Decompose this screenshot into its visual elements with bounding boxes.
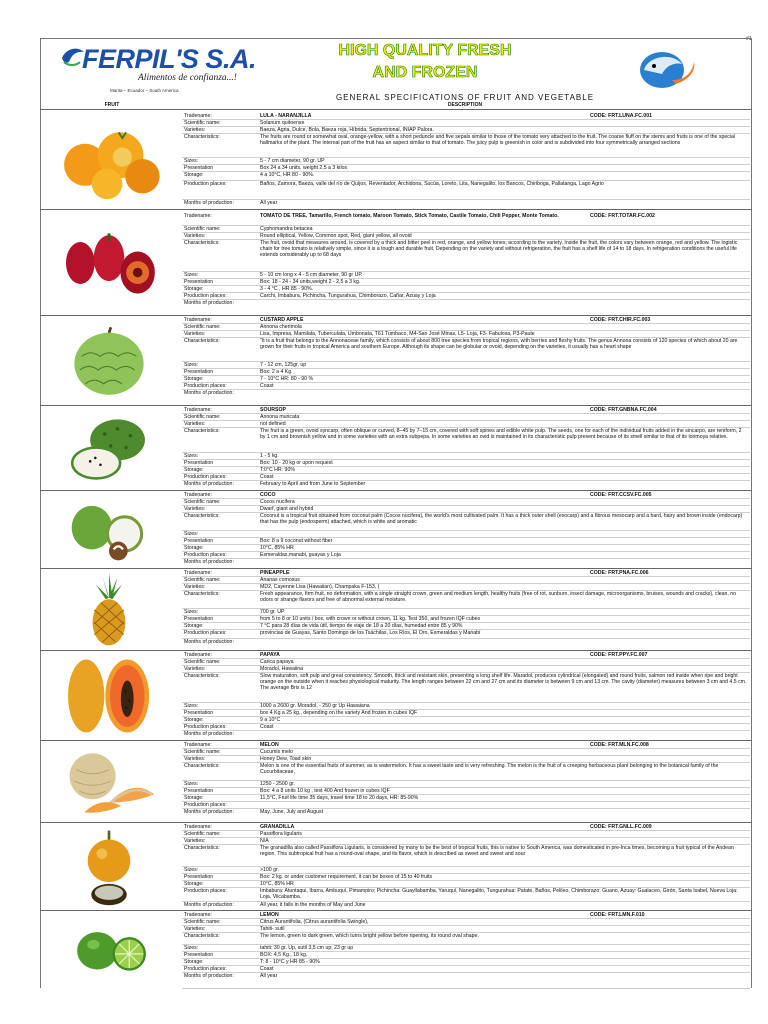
spec-value: February to April and from June to September (260, 481, 366, 487)
spec-label: Sizes: (184, 703, 199, 709)
fruit-section (40, 822, 752, 910)
spec-title: GENERAL SPECIFICATIONS OF FRUIT AND VEGETABLE (335, 93, 595, 102)
spec-value: from 5 to 8 or 10 units / box, with crown or without crown, 11 kg. Test 350, and frozen IQF cubes (260, 616, 481, 622)
spec-value: Box: 2 kg. or under customer requirement, it can be boxes of 15 to 40 fruits (260, 874, 433, 880)
spec-value: Box: 8 a 9 coconut without fiber (260, 538, 333, 544)
spec-label: Storage: (184, 286, 204, 292)
spec-row (182, 874, 750, 881)
spec-label: Sizes: (184, 867, 199, 873)
spec-label: Storage: (184, 545, 204, 551)
spec-row (182, 460, 750, 467)
spec-value: Carica papaya (260, 659, 294, 665)
spec-value: Annona muricata (260, 414, 300, 420)
spec-label: Storage: (184, 717, 204, 723)
spec-label: Scientific name: (184, 120, 221, 126)
spec-label: Months of production: (184, 481, 234, 487)
spec-row (182, 428, 750, 453)
spec-value: The fruits are round or somewhat oval, orange-yellow, with a short peduncle and five sepals similar to those of the tomato very attached to the fruit. The coarse fluff on the stems and fruits is one of the special hallmarks of the plant. The internal part of the fruit has an aspect similar to that of tomato. The juicy pulp is greenish in color and is subdivided into four symmetrically arranged sections (260, 134, 736, 146)
spec-label: Tradename: (184, 912, 212, 918)
spec-value: T: 8 - 10°C y HR 85 - 90% (260, 959, 320, 965)
tradename-value: PAPAYA (260, 652, 280, 658)
spec-label: Scientific name: (184, 919, 221, 925)
spec-label: Presentation (184, 369, 214, 375)
fruit-section (40, 740, 752, 822)
column-header-fruit: FRUIT (104, 102, 120, 108)
fruit-section (40, 109, 752, 209)
spec-value: tahiti: 30 gr. Up, sutil 3,5 cm up; 23 gr up (260, 945, 354, 951)
spec-label: Presentation (184, 788, 214, 794)
spec-value: Cyphomandra betacea (260, 226, 313, 232)
fruit-section (40, 650, 752, 740)
spec-label: Storage: (184, 795, 204, 801)
spec-label: Production places: (184, 181, 227, 187)
spec-label: Storage: (184, 467, 204, 473)
spec-label: Sizes: (184, 945, 199, 951)
spec-label: Varieties: (184, 421, 206, 427)
spec-row (182, 630, 750, 639)
spec-label: Characteristics: (184, 240, 220, 246)
tradename-value: PINEAPPLE (260, 570, 290, 576)
spec-label: Characteristics: (184, 763, 220, 769)
spec-label: Production places: (184, 630, 227, 636)
spec-label: Varieties: (184, 331, 206, 337)
spec-label: Characteristics: (184, 933, 220, 939)
spec-row (182, 795, 750, 802)
spec-label: Characteristics: (184, 845, 220, 851)
spec-value: box 4 Kg a 25 kg., depending on the variety And frozen in cubes IQF (260, 710, 418, 716)
spec-label: Tradename: (184, 652, 212, 658)
spec-row (182, 531, 750, 538)
spec-row (182, 552, 750, 559)
spec-row (182, 881, 750, 888)
spec-row (182, 226, 750, 233)
product-code: CODE: FRT.GNBNA.FC.004 (590, 407, 657, 413)
spec-label: Tradename: (184, 213, 212, 219)
spec-value: MD2, Cayenne Lisa (Hawaiian), Champaka F-153, ( (260, 584, 380, 590)
spec-label: Months of production: (184, 731, 234, 737)
spec-row (182, 331, 750, 338)
spec-row (182, 724, 750, 731)
spec-value: 5 - 7 cm diameter, 90 gr. UP (260, 158, 325, 164)
spec-row (182, 570, 750, 577)
spec-row (182, 134, 750, 158)
spec-label: Months of production: (184, 902, 234, 908)
spec-value: Esmeraldas,manabi, guayas y Loja (260, 552, 341, 558)
spec-label: Sizes: (184, 362, 199, 368)
spec-value: All year (260, 200, 278, 206)
spec-label: Presentation (184, 616, 214, 622)
spec-label: Tradename: (184, 113, 212, 119)
product-code: CODE: FRT.CCSV.FC.005 (590, 492, 652, 498)
spec-label: Sizes: (184, 453, 199, 459)
spec-value: 7 °C para 28 días de vida útil, tiempo de viaje de 18 a 20 días, humedad entre 85 y 90% (260, 623, 463, 629)
product-code: CODE: FRT.TOTAR.FC.002 (590, 213, 655, 219)
spec-row (182, 584, 750, 591)
spec-row (182, 513, 750, 531)
spec-row (182, 926, 750, 933)
spec-row (182, 240, 750, 272)
spec-row (182, 369, 750, 376)
spec-row (182, 279, 750, 286)
spec-label: Months of production: (184, 390, 234, 396)
spec-value: All year, it falls in the months of May and June (260, 902, 366, 908)
spec-row (182, 763, 750, 781)
spec-row (182, 383, 750, 390)
spec-row (182, 756, 750, 763)
spec-row (182, 616, 750, 623)
brand-tagline: Alimentos de confianza...! (138, 73, 237, 83)
fruit-section (40, 209, 752, 315)
papaya-icon (48, 655, 170, 737)
tradename-value: GRANADILLA (260, 824, 295, 830)
spec-row (182, 577, 750, 584)
spec-label: Storage: (184, 376, 204, 382)
spec-row (182, 474, 750, 481)
spec-label: Scientific name: (184, 749, 221, 755)
spec-value: Lisa, Impresa, Mamilata, Tuberculata, Umbonata, T61 Tumbaco, M4-San José Minas, L5- Loja, F3- Fabulosa, P3-Paute (260, 331, 535, 337)
spec-value: 9 a 10°C (260, 717, 281, 723)
page-number: #1 (746, 36, 752, 42)
spec-row (182, 390, 750, 406)
product-code: CODE: FRT.MLN.FC.008 (590, 742, 649, 748)
tradename-value: COCO (260, 492, 276, 498)
spec-row (182, 317, 750, 324)
headline-line-1: HIGH QUALITY FRESH (338, 42, 512, 59)
spec-label: Characteristics: (184, 428, 220, 434)
spec-label: Characteristics: (184, 673, 220, 679)
spec-row (182, 933, 750, 945)
spec-label: Production places: (184, 966, 227, 972)
spec-row (182, 742, 750, 749)
spec-value: Box: 2 a 4 Kg. (260, 369, 293, 375)
spec-row (182, 421, 750, 428)
spec-row (182, 300, 750, 316)
spec-label: Tradename: (184, 824, 212, 830)
spec-label: Storage: (184, 623, 204, 629)
spec-value: Cocos nucifera (260, 499, 295, 505)
spec-value: Coast (260, 966, 274, 972)
spec-row (182, 609, 750, 616)
spec-value: "It is a fruit that belongs to the Annonaceae family, which consists of about 800 tree species from tropical regions, with berries and fleshy fruits. The genus Annona consists of 120 species of which about 20 are grown for their fruits in tropical America and southern Europe. Although its shape can be globular or ovoid, depending on the varieties, it usually has a heart shape (260, 338, 738, 350)
spec-value: Box: 18 - 24 - 34 units,weight 2 - 2,5 a 3 kg. (260, 279, 361, 285)
spec-label: Presentation (184, 460, 214, 466)
tree-tomato-icon (48, 220, 170, 306)
spec-row (182, 788, 750, 795)
spec-row (182, 802, 750, 809)
spec-value: 11,5°C, Fruit life time 35 days, travel time 18 to 20 days, HR: 85-90% (260, 795, 419, 801)
spec-value: Slow maturation, soft pulp and great consistency. Smooth, thick and resistant skin, presenting a long shelf life. Maradol, produces cylindrical (elongated) and round fruits, salmon red inside when ripe and bright orange on the outside when it reaches physiological maturity. The length ranges between 22 cm and 27 cm and its diameter is between 9 cm and 13 cm. The cavity (diameter) measures between 3 cm and 4.5 cm. The average Brix is 12 (260, 673, 747, 691)
spec-label: Storage: (184, 172, 204, 178)
product-code: CODE: FRT.LUNA.FC.001 (590, 113, 652, 119)
spec-row (182, 213, 750, 226)
spec-value: T:0°C HR: 90% (260, 467, 295, 473)
spec-row (182, 652, 750, 659)
spec-label: Varieties: (184, 666, 206, 672)
spec-row (182, 407, 750, 414)
spec-value: The lemon, green to dark green, which turns bright yellow before ripening, its round oval shape. (260, 933, 479, 939)
spec-label: Presentation (184, 279, 214, 285)
spec-value: Moradol, Hawaiina (260, 666, 303, 672)
spec-label: Varieties: (184, 506, 206, 512)
custard-apple-icon (48, 320, 170, 402)
spec-row (182, 293, 750, 300)
spec-row (182, 959, 750, 966)
spec-value: 1000 a 2600 gr. Moradol, - 250 gr Up Hawaiana (260, 703, 370, 709)
spec-row (182, 831, 750, 838)
spec-label: Presentation (184, 952, 214, 958)
spec-value: 10°C, 85% HR (260, 881, 294, 887)
spec-label: Months of production: (184, 300, 234, 306)
spec-row (182, 867, 750, 874)
lemon-icon (48, 915, 170, 985)
spec-row (182, 659, 750, 666)
spec-value: 5 - 10 cm long x 4 - 5 cm diameter, 90 gr UP. (260, 272, 363, 278)
tradename-value: LULA - NARANJILLA (260, 113, 312, 119)
spec-row (182, 710, 750, 717)
spec-label: Scientific name: (184, 414, 221, 420)
spec-value: Box 24 a 34 units, weight 2,5 a 3 kilos (260, 165, 348, 171)
spec-value: N/A (260, 838, 269, 844)
product-code: CODE: FRT.LMN.F.010 (590, 912, 645, 918)
spec-value: Melon is one of the essential fruits of summer, as is watermelon. It has a sweet taste and is very refreshing. The melon is the fruit of a creeping herbaceous plant belonging to the botanical family of the Cucurbitaceae, (260, 763, 719, 775)
spec-label: Scientific name: (184, 577, 221, 583)
spec-value: Passiflora ligularis (260, 831, 302, 837)
fish-shrimp-logo-icon (632, 44, 702, 99)
spec-value: Imbabura: Atuntaqui, Ibarra, Ambuquí, Pimampiro; Pichincha: Guayllabamba, Yaruquí, Nanegalito, Tungurahua: Patate, Baños, Pelileo, Chimborazo: Guano, Azuay: Gualaceo, Girón, Santa Isabel, Nueva Loja: Loja, Vilcabamba. (260, 888, 738, 900)
spec-value: 7 - 12 cm, 125gr. up (260, 362, 307, 368)
granadilla-icon (48, 827, 170, 907)
spec-value: May, June, July and August (260, 809, 324, 815)
spec-value: Box: 10 - 20 kg or upon request (260, 460, 333, 466)
spec-value: Carchi, Imbabura, Pichincha, Tungurahua, Chimborazo, Cañar, Azuay y Loja (260, 293, 436, 299)
orange-fruit-icon (48, 117, 170, 203)
spec-row (182, 824, 750, 831)
spec-label: Sizes: (184, 781, 199, 787)
spec-label: Months of production: (184, 559, 234, 565)
spec-label: Production places: (184, 383, 227, 389)
spec-row (182, 952, 750, 959)
spec-label: Varieties: (184, 926, 206, 932)
spec-value: The fruit, ovoid that measures around, is covered by a thick and bitter peel in red, orange, and yellow tones; according to the variety. Inside the fruit, the colors vary between orange, red and yellow. The logistic chain for tree tomato is relatively simple, since it is a tough and durable fruit. Depending on the variety and without refrigeration, the fruit has a shelf life of 14 to 18 days. In refrigeration conditions the useful life extends considerably up to 68 days (260, 240, 738, 258)
tradename-value: TOMATO DE TREE, Tamarillo, French tomato, Maroon Tomato, Stick Tomato, Castile Tomato, Chili Pepper, Monte Tomato. (260, 213, 559, 219)
spec-value: Honey Dew, Toad skin (260, 756, 312, 762)
spec-label: Sizes: (184, 272, 199, 278)
spec-row (182, 376, 750, 383)
spec-label: Characteristics: (184, 134, 220, 140)
spec-value: Tahiti- sutil (260, 926, 285, 932)
spec-label: Scientific name: (184, 659, 221, 665)
spec-row (182, 165, 750, 172)
spec-label: Characteristics: (184, 513, 220, 519)
spec-label: Presentation (184, 874, 214, 880)
spec-row (182, 127, 750, 134)
spec-label: Production places: (184, 552, 227, 558)
coconut-icon (48, 495, 170, 565)
spec-value: All year (260, 973, 278, 979)
spec-label: Storage: (184, 959, 204, 965)
spec-row (182, 172, 750, 181)
spec-row (182, 545, 750, 552)
spec-value: Coast (260, 724, 274, 730)
spec-label: Presentation (184, 710, 214, 716)
spec-label: Scientific name: (184, 831, 221, 837)
spec-value: Cucumis melo (260, 749, 293, 755)
spec-label: Scientific name: (184, 499, 221, 505)
product-code: CODE: FRT.CHIR.FC.003 (590, 317, 651, 323)
spec-label: Storage: (184, 881, 204, 887)
spec-value: Solanum quitoense (260, 120, 305, 126)
spec-row (182, 919, 750, 926)
spec-value: Dwarf, giant and hybrid (260, 506, 314, 512)
spec-value: Baños, Zamora, Baeza, valle del río de Quijos, Reventador, Archidona, Sucúa, Loreto, Lita, Nanegalito, los Bancos, Chiriboga, Pallatanga, Lago Agrio (260, 181, 604, 187)
spec-value: The fruit is a green, ovoid syncarp, often oblique or curved, 8–45 by 7–15 cm, covered with soft spines and edible white pulp. The seeds, one for each of the individual fruits added in the sincarpo, are reniform, 2 by 1 cm and brownish yellow and in some varieties with an extra subpepa. In some varieties an ovid is maintained in its characteristic pulp present because of its smell similar to that of its lorimoya relative. (260, 428, 742, 440)
spec-row (182, 838, 750, 845)
spec-row (182, 666, 750, 673)
spec-row (182, 809, 750, 823)
column-header-description: DESCRIPTION (447, 102, 483, 108)
spec-label: Production places: (184, 474, 227, 480)
spec-label: Tradename: (184, 492, 212, 498)
spec-row (182, 749, 750, 756)
spec-label: Varieties: (184, 127, 206, 133)
spec-label: Months of production: (184, 200, 234, 206)
headline (300, 40, 550, 84)
spec-row (182, 703, 750, 710)
spec-row (182, 113, 750, 120)
spec-value: 4 a 10°C, HR 80 - 90%. (260, 172, 315, 178)
brand-name: FERPIL'S S.A. (82, 44, 256, 74)
tradename-value: LEMON (260, 912, 279, 918)
fruit-section (40, 568, 752, 650)
spec-label: Months of production: (184, 973, 234, 979)
spec-label: Months of production: (184, 809, 234, 815)
spec-value: Coast (260, 474, 274, 480)
tradename-value: CUSTARD APPLE (260, 317, 304, 323)
spec-value: BOX: 4,5 Kg., 18 kg. (260, 952, 308, 958)
spec-value: The granadilla also called Passiflora Ligularis, is considered by many to be the best of tropical fruits, this is native to South America, was domesticated in pre-Inca times, becoming a fruit typical of the Andean region. This subtropical fruit has a round-oval shape, and its flavor, which is described as sweet and sweet and sour (260, 845, 734, 857)
spec-row (182, 623, 750, 630)
spec-label: Varieties: (184, 838, 206, 844)
spec-value: Baeza, Agria, Dulce, Bola, Baeza roja, Híbrida, Septentrional, INIAP Palora. (260, 127, 434, 133)
product-code: CODE: FRT.GNLL.FC.009 (590, 824, 652, 830)
spec-row (182, 966, 750, 973)
spec-value: not defined (260, 421, 286, 427)
spec-label: Sizes: (184, 158, 199, 164)
spec-value: Annona cherimola (260, 324, 302, 330)
spec-row (182, 538, 750, 545)
spec-row (182, 673, 750, 703)
spec-value: 7 - 10°C HR: 80 - 90 % (260, 376, 314, 382)
fruit-section (40, 315, 752, 405)
brand-location: Manta – Ecuador – South America (110, 88, 179, 93)
spec-label: Sizes: (184, 531, 199, 537)
spec-row (182, 973, 750, 989)
spec-label: Scientific name: (184, 324, 221, 330)
soursop-icon (48, 410, 170, 487)
spec-row (182, 233, 750, 240)
spec-value: provincias de Guayas, Santo Domingo de los Tsáchilas, Los Ríos, El Oro, Esmeraldas y Manabí (260, 630, 481, 636)
spec-value: Ananas comosus (260, 577, 300, 583)
melon-icon (48, 745, 170, 819)
spec-label: Tradename: (184, 742, 212, 748)
tradename-value: MELON (260, 742, 279, 748)
product-code: CODE: FRT.PNA.FC.006 (590, 570, 649, 576)
spec-row (182, 717, 750, 724)
spec-value: Citrus Aurantifolia, (Citrus aurantifolia Swingle), (260, 919, 369, 925)
spec-label: Sizes: (184, 609, 199, 615)
spec-label: Tradename: (184, 570, 212, 576)
spec-row (182, 453, 750, 460)
spec-label: Varieties: (184, 756, 206, 762)
spec-row (182, 414, 750, 421)
spec-value: >100 gr. (260, 867, 279, 873)
spec-label: Production places: (184, 724, 227, 730)
spec-label: Presentation (184, 538, 214, 544)
spec-row (182, 781, 750, 788)
spec-value: Coconut is a tropical fruit obtained from coconut palm (Cocos nucifera), the world's most cultivated palm. It has a thick outer shell (exocarp) and a fibrous mesocarp and a hard, hairy and brown inside (endocarp) that has the pulp (endosperm) attached, which is white and aromatic (260, 513, 743, 525)
spec-row (182, 120, 750, 127)
spec-value: 700 gr. UP (260, 609, 285, 615)
spec-label: Production places: (184, 802, 227, 808)
spec-value: 10°C, 85% HR (260, 545, 294, 551)
spec-label: Varieties: (184, 233, 206, 239)
spec-row (182, 286, 750, 293)
spec-row (182, 499, 750, 506)
fruit-section (40, 405, 752, 490)
headline-line-2: AND FROZEN (372, 64, 478, 81)
pineapple-icon (48, 573, 170, 647)
spec-row (182, 467, 750, 474)
spec-row (182, 272, 750, 279)
spec-row (182, 888, 750, 902)
spec-row (182, 912, 750, 919)
spec-row (182, 181, 750, 200)
spec-value: Box: 4 a 8 units 10 kg , test 400 And frozen in cubes IQF (260, 788, 390, 794)
spec-label: Production places: (184, 888, 227, 894)
spec-row (182, 324, 750, 331)
spec-label: Tradename: (184, 317, 212, 323)
spec-row (182, 492, 750, 499)
spec-row (182, 945, 750, 952)
spec-label: Presentation (184, 165, 214, 171)
spec-value: Coast (260, 383, 274, 389)
product-code: CODE: FRT.PPY.FC.007 (590, 652, 648, 658)
spec-label: Scientific name: (184, 226, 221, 232)
spec-row (182, 362, 750, 369)
spec-row (182, 338, 750, 362)
spec-label: Varieties: (184, 584, 206, 590)
spec-value: 3 - 4 °C , HR 85 - 90%. (260, 286, 314, 292)
spec-label: Characteristics: (184, 338, 220, 344)
spec-label: Months of production: (184, 639, 234, 645)
spec-label: Tradename: (184, 407, 212, 413)
spec-value: 1 - 5 kg. (260, 453, 279, 459)
spec-row (182, 845, 750, 867)
spec-row (182, 158, 750, 165)
spec-row (182, 591, 750, 609)
spec-label: Production places: (184, 293, 227, 299)
spec-value: Round elliptical, Yellow, Common spot, Red, giant yellow, all ovoid (260, 233, 412, 239)
top-rule (40, 38, 752, 39)
spec-row (182, 506, 750, 513)
spec-value: 1250 - 2500 gr. (260, 781, 295, 787)
fruit-section (40, 910, 752, 988)
spec-label: Characteristics: (184, 591, 220, 597)
tradename-value: SOURSOP (260, 407, 286, 413)
spec-value: Fresh appearance, firm fruit, no deformation, with a single straight crown, green and medium length, healthy fruits (free of rot, sunburn, insect damage, microorganisms, bruises, wounds and cracks), clean, no odors or strange flavors and free of abnormal external moisture. (260, 591, 737, 603)
fruit-section (40, 490, 752, 568)
